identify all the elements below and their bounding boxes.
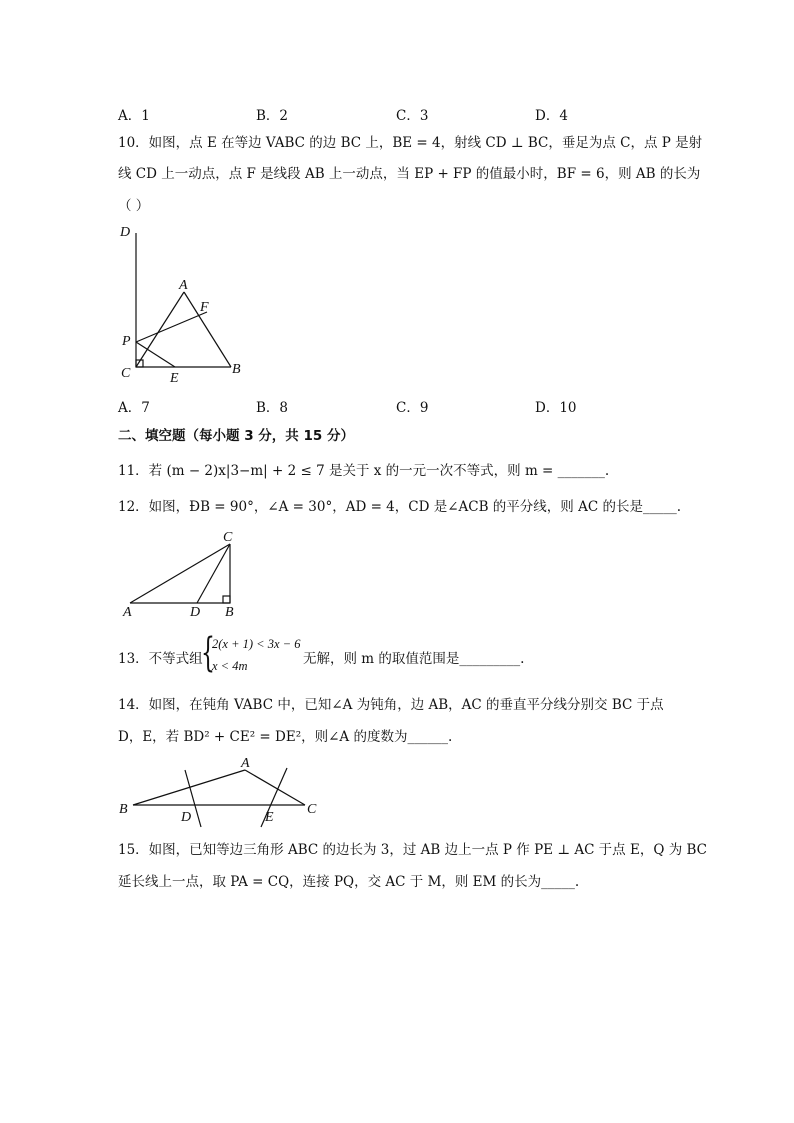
q11-stem: 11．若 (m − 2)x|3−m| + 2 ≤ 7 是关于 x 的一元一次不等式，则 m = _______. [118, 463, 610, 479]
q13-suffix: 无解，则 m 的取值范围是_________. [303, 651, 525, 667]
q12-label-b: B [225, 605, 234, 620]
section-heading: 二、填空题（每小题 3 分，共 15 分） [118, 428, 354, 444]
q12-figure [115, 528, 245, 620]
q12-label-c: C [223, 530, 233, 545]
q13-inequality-2: x < 4m [212, 659, 248, 673]
q10-stem-line1: 10．如图，点 E 在等边 VABC 的边 BC 上，BE = 4，射线 CD ⊥ BC，垂足为点 C，点 P 是射 [118, 135, 703, 151]
q14-stem-line2: D，E，若 BD² + CE² = DE²，则∠A 的度数为______. [118, 729, 453, 745]
q14-label-c: C [307, 802, 317, 817]
q10-option-a: A．7 [118, 400, 150, 416]
q14-label-b: B [119, 802, 128, 817]
q10-label-a: A [179, 278, 188, 293]
q10-label-b: B [232, 362, 241, 377]
q14-label-d: D [181, 810, 192, 825]
q9-option-b: B．2 [256, 108, 289, 124]
q14-figure [115, 755, 325, 830]
q13-brace: { [201, 630, 215, 676]
q9-option-d: D．4 [535, 108, 568, 124]
q12-label-a: A [123, 605, 132, 620]
q12-label-d: D [190, 605, 201, 620]
q13-prefix: 13．不等式组 [118, 651, 203, 667]
q13-inequality-1: 2(x + 1) < 3x − 6 [212, 637, 301, 651]
q10-option-d: D．10 [535, 400, 577, 416]
q14-label-a: A [241, 756, 250, 771]
q10-answer-bracket: （ ） [118, 198, 150, 214]
q9-option-a: A．1 [118, 108, 150, 124]
q9-option-c: C．3 [396, 108, 429, 124]
q10-figure [110, 220, 250, 385]
q10-label-c: C [121, 366, 131, 381]
q15-stem-line1: 15．如图，已知等边三角形 ABC 的边长为 3，过 AB 边上一点 P 作 PE ⊥ AC 于点 E，Q 为 BC [118, 842, 707, 858]
q10-label-d: D [120, 225, 131, 240]
q10-option-b: B．8 [256, 400, 289, 416]
q12-stem: 12．如图，ÐB = 90°，∠A = 30°，AD = 4，CD 是∠ACB 的平分线，则 AC 的长是_____. [118, 499, 682, 515]
q10-stem-line2: 线 CD 上一动点，点 F 是线段 AB 上一动点，当 EP + FP 的值最小时，BF = 6，则 AB 的长为 [118, 166, 701, 182]
q10-option-c: C．9 [396, 400, 429, 416]
q15-stem-line2: 延长线上一点，取 PA = CQ，连接 PQ，交 AC 于 M，则 EM 的长为_____. [118, 874, 580, 890]
q10-label-f: F [200, 300, 209, 315]
q10-label-e: E [170, 371, 179, 385]
q10-label-p: P [122, 334, 131, 349]
q14-stem-line1: 14．如图，在钝角 VABC 中，已知∠A 为钝角，边 AB，AC 的垂直平分线分别交 BC 于点 [118, 697, 664, 713]
q14-label-e: E [265, 810, 274, 825]
